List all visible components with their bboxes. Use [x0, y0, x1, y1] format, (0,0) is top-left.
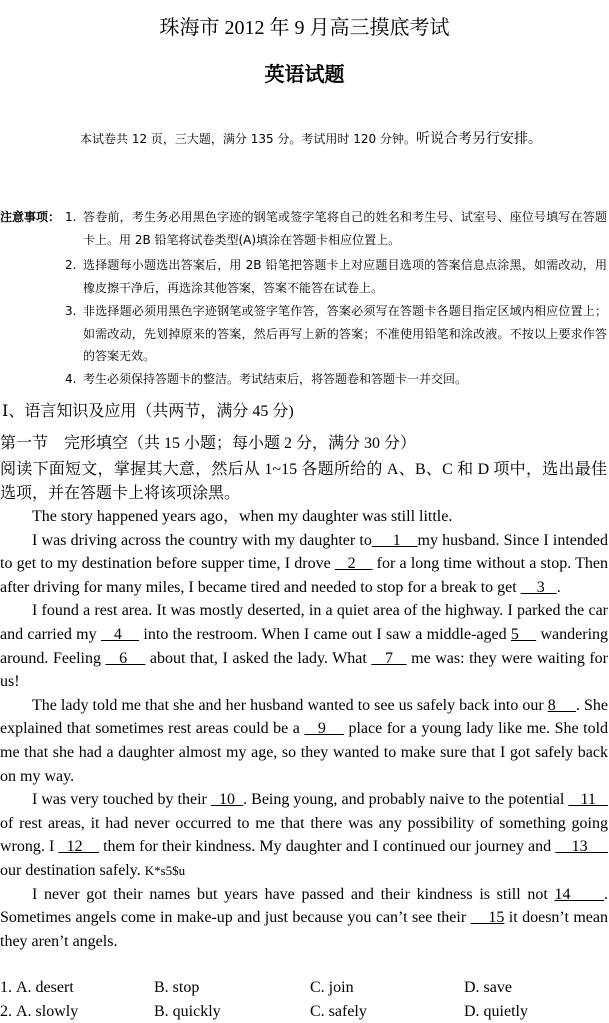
- blank-15: 15: [471, 909, 505, 926]
- note-text: 选择题每小题选出答案后，用 2B 铅笔把答题卡上对应题目选项的答案信息点涂黑，如需改动，用橡皮擦干净后，再选涂其他答案，答案不能答在试卷上。: [65, 254, 607, 299]
- text: into the restroom. When I came out I saw a middle-aged: [139, 626, 511, 643]
- text: I was very touched by their: [32, 791, 211, 808]
- option-d: D. quietly: [464, 1000, 604, 1023]
- text: me was: they were waiting for us!: [0, 650, 608, 691]
- blank-9: 9: [304, 720, 344, 737]
- answer-options: [0, 976, 609, 1023]
- blank-11: 11: [568, 791, 608, 808]
- blank-7: 7: [371, 650, 406, 667]
- watermark: K*s5$u: [145, 863, 185, 878]
- option-a-text: A. desert: [16, 976, 74, 1000]
- note-item-3: [65, 300, 607, 368]
- cloze-passage: [0, 505, 608, 953]
- option-d: D. save: [464, 976, 604, 1000]
- blank-2: 2: [335, 555, 372, 572]
- paragraph-2: [0, 529, 608, 600]
- note-text: 非选择题必须用黑色字迹钢笔或签字笔作答，答案必须写在答题卡各题目指定区域内相应位置上；如需改动，先划掉原来的答案，然后再写上新的答案；不准使用铅笔和涂改液。不按以上要求作答的答案无效。: [65, 300, 607, 368]
- text: I found a rest area. It was mostly deserted, in a quiet area of the highway. I parked the car and carried my: [0, 602, 608, 643]
- blank-4: 4: [101, 626, 139, 643]
- option-c: C. join: [310, 976, 464, 1000]
- option-a: [0, 976, 154, 1000]
- section-heading: 第一节 完形填空（共 15 小题；每小题 2 分，满分 30 分）: [0, 430, 416, 453]
- text: our destination safely.: [0, 862, 145, 879]
- option-c: C. safely: [310, 1000, 464, 1023]
- text: for a long time without a stop. Then after driving for many miles, I became tired and needed to stop for a break to get: [0, 555, 608, 596]
- section-instructions: 阅读下面短文，掌握其大意，然后从 1~15 各题所给的 A、B、C 和 D 项中，选出最佳选项，并在答题卡上将该项涂黑。: [0, 458, 607, 506]
- exam-intro: [80, 128, 542, 148]
- paragraph-3: [0, 599, 608, 693]
- text: . Being young, and probably naive to the potential: [243, 791, 568, 808]
- blank-5: 5: [511, 626, 536, 643]
- text: about that, I asked the lady. What: [145, 650, 371, 667]
- note-number: 1.: [65, 206, 76, 229]
- intro-emphasis: 听说合考另行安排。: [416, 131, 542, 147]
- question-2-options: [0, 1000, 609, 1023]
- blank-14: 14: [555, 886, 604, 903]
- intro-text: 本试卷共 12 页，三大题，满分 135 分。考试用时 120 分钟。: [80, 132, 416, 146]
- text: I never got their names but years have passed and their kindness is still not: [32, 886, 555, 903]
- text: it doesn’t mean they aren’t angels.: [0, 909, 608, 950]
- paragraph-6: [0, 883, 608, 954]
- exam-title: 珠海市 2012 年 9 月高三摸底考试: [0, 11, 609, 40]
- option-a: [0, 1000, 154, 1023]
- note-number: 2.: [65, 254, 76, 277]
- note-text: 考生必须保持答题卡的整洁。考试结束后，将答题卷和答题卡一并交回。: [65, 368, 607, 391]
- paragraph-5: [0, 788, 608, 882]
- option-a-text: A. slowly: [16, 1000, 78, 1023]
- note-number: 4.: [65, 368, 76, 391]
- text: .: [557, 579, 561, 596]
- text: my husband. Since I intended to get to my destination before supper time, I drove: [0, 532, 608, 573]
- text: . Sometimes angels come in make-up and just because you can’t see their: [0, 886, 608, 927]
- text: of rest areas, it had never occurred to me that there was any possibility of something going wrong. I: [0, 815, 608, 856]
- blank-12: 12: [58, 838, 99, 855]
- paragraph-1: The story happened years ago，when my daughter was still little.: [0, 505, 608, 529]
- blank-10: 10: [211, 791, 243, 808]
- question-1-options: [0, 976, 609, 1000]
- text: place for a young lady like me. She told me that she had a daughter almost my age, so they wanted to make sure that I got safely back on my way.: [0, 720, 608, 784]
- option-b: B. stop: [154, 976, 310, 1000]
- text: wandering around. Feeling: [0, 626, 608, 667]
- part-heading: Ⅰ、语言知识及应用（共两节，满分 45 分): [2, 398, 294, 421]
- blank-1: 1: [372, 532, 418, 549]
- note-text: 答卷前，考生务必用黑色字迹的钢笔或签字笔将自己的姓名和考生号、试室号、座位号填写在答题卡上。用 2B 铅笔将试卷类型(A)填涂在答题卡相应位置上。: [65, 206, 607, 251]
- question-number: 2.: [0, 1000, 12, 1023]
- text: I was driving across the country with my daughter to: [32, 532, 372, 549]
- blank-13: 13: [555, 838, 608, 855]
- note-item-2: [65, 254, 607, 299]
- text: . She explained that sometimes rest areas could be a: [0, 697, 608, 738]
- blank-3: 3: [521, 579, 557, 596]
- blank-8: 8: [548, 697, 576, 714]
- text: The lady told me that she and her husband wanted to see us safely back into our: [32, 697, 548, 714]
- note-item-4: [65, 368, 607, 391]
- notes-label: 注意事项：: [0, 206, 60, 229]
- text: them for their kindness. My daughter and I continued our journey and: [99, 838, 555, 855]
- note-number: 3.: [65, 300, 76, 323]
- blank-6: 6: [106, 650, 146, 667]
- exam-subtitle: 英语试题: [0, 58, 609, 87]
- question-number: 1.: [0, 976, 12, 1000]
- note-item-1: [65, 206, 607, 251]
- paragraph-4: [0, 694, 608, 788]
- option-b: B. quickly: [154, 1000, 310, 1023]
